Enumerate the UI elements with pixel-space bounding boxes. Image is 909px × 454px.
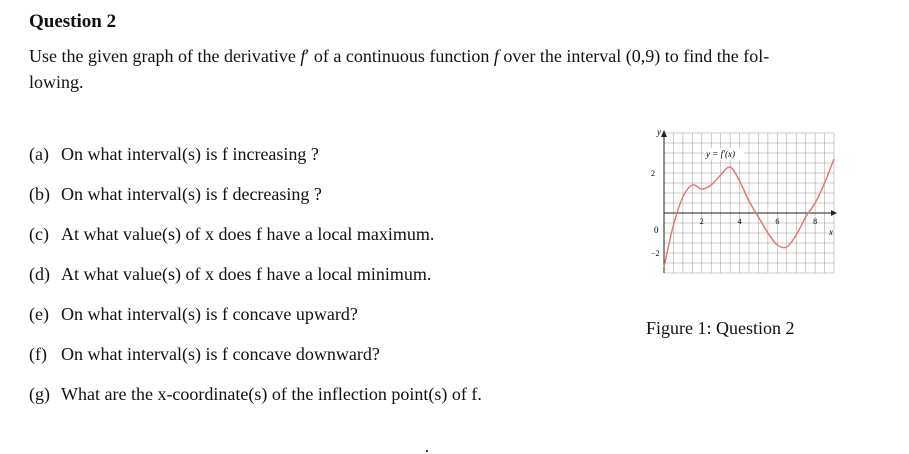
stray-mark	[426, 450, 428, 452]
curve-label: y = f′(x)	[706, 149, 736, 159]
x-tick-label: 6	[775, 217, 780, 226]
derivative-graph	[648, 127, 838, 287]
question-d: (d) At what value(s) of x does f have a local minimum.	[29, 264, 432, 284]
question-c: (c) At what value(s) of x does f have a local maximum.	[29, 224, 435, 244]
y-tick-label: 2	[651, 169, 655, 178]
graph-grid	[664, 133, 834, 273]
y-axis-arrow	[661, 130, 667, 137]
y-tick-label: −2	[651, 249, 660, 258]
figure-caption: Figure 1: Question 2	[646, 318, 795, 338]
x-tick-label: 4	[737, 217, 742, 226]
question-a: (a) On what interval(s) is f increasing ?	[29, 144, 319, 164]
question-f: (f) On what interval(s) is f concave downward?	[29, 344, 380, 364]
question-heading: Question 2	[29, 11, 117, 32]
x-axis-label: x	[829, 227, 833, 237]
question-intro: Use the given graph of the derivative f′ of a continuous function f over the interval (0,9) to find the fol- lowing.	[29, 46, 770, 92]
question-b: (b) On what interval(s) is f decreasing ?	[29, 184, 322, 204]
x-tick-label: 2	[699, 217, 704, 226]
x-tick-label: 8	[813, 217, 818, 226]
question-g: (g) What are the x-coordinate(s) of the inflection point(s) of f.	[29, 384, 482, 404]
y-axis-label: y	[657, 127, 661, 137]
origin-label: 0	[654, 225, 659, 235]
question-e: (e) On what interval(s) is f concave upward?	[29, 304, 358, 324]
